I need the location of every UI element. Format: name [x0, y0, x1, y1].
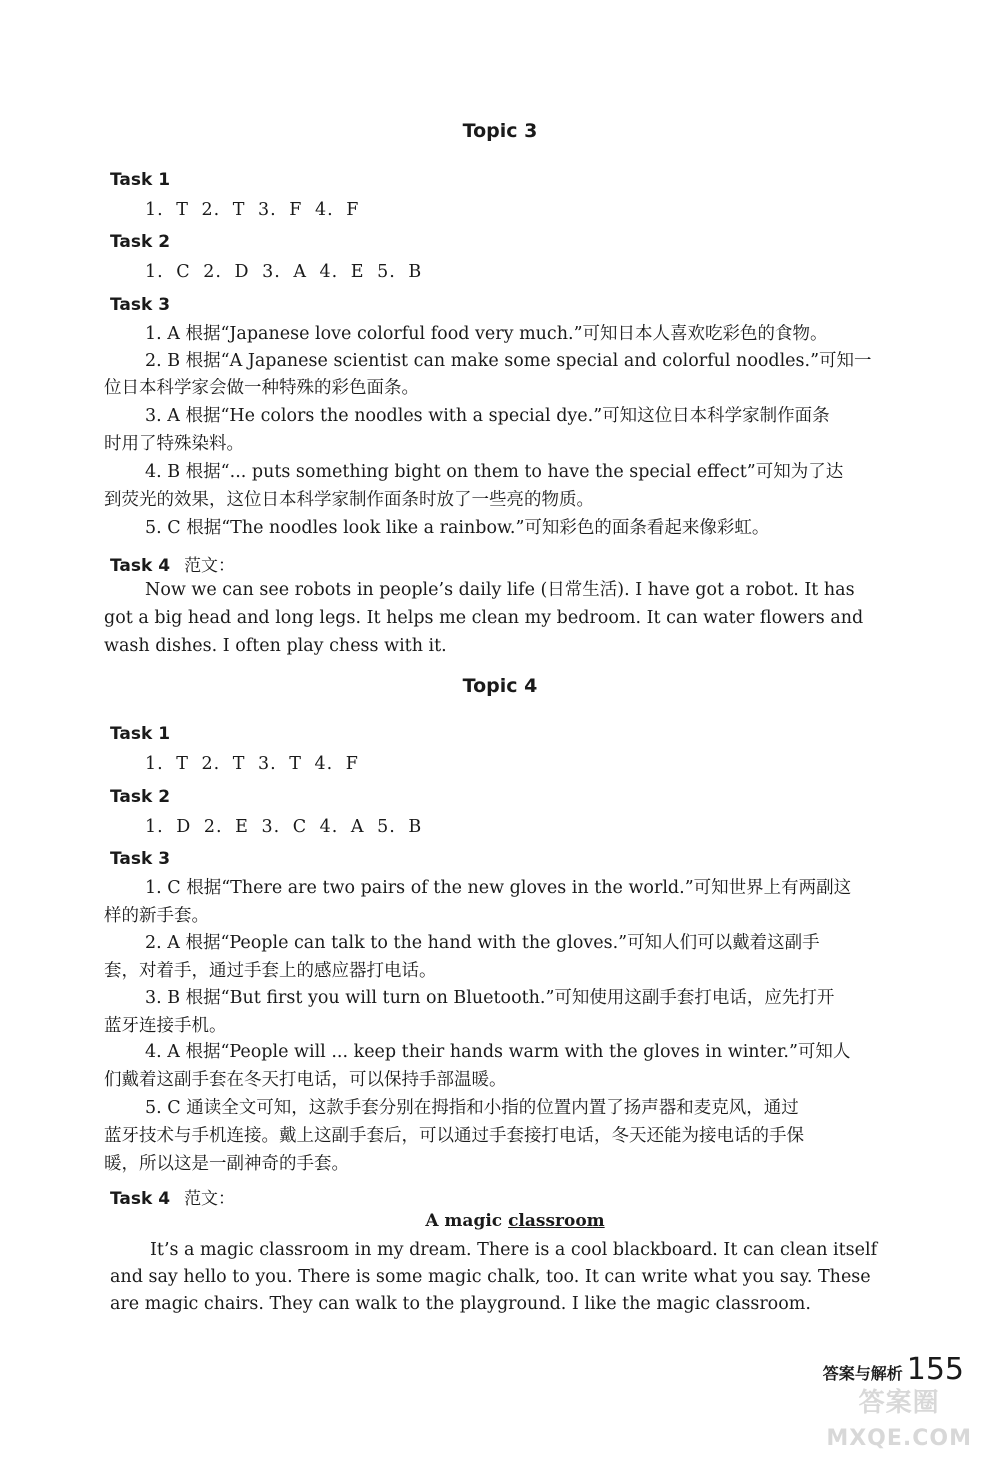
task-label-text: Task 4 [110, 1189, 171, 1209]
topic-3-task-3-line: 4. B 根据“... puts something bight on them to have the special effect”可知为了达 [145, 462, 844, 482]
page-footer [823, 1352, 964, 1387]
topic-3-task-4-label [110, 551, 235, 576]
topic-4-task-3-line: 蓝牙技术与手机连接。戴上这副手套后，可以通过手套接打电话，冬天还能为接电话的手保 [104, 1126, 804, 1146]
topic-4-task-3-line: 蓝牙连接手机。 [104, 1016, 227, 1036]
watermark [826, 1385, 972, 1457]
topic-3-essay-line: Now we can see robots in people’s daily life (日常生活). I have got a robot. It has [145, 580, 855, 600]
topic-3-task-3-line: 5. C 根据“The noodles look like a rainbow.”可知彩色的面条看起来像彩虹。 [145, 518, 770, 538]
topic-4-task-3-line: 3. B 根据“But first you will turn on Bluetooth.”可知使用这副手套打电话，应先打开 [145, 988, 835, 1008]
topic-4-task-2-label: Task 2 [110, 787, 171, 807]
watermark-line: MXQE.COM [826, 1426, 972, 1451]
topic-4-heading: Topic 4 [462, 675, 538, 697]
topic-3-task-1-label: Task 1 [110, 170, 171, 190]
footer-label: 答案与解析 [822, 1364, 903, 1383]
topic-4-essay-line: It’s a magic classroom in my dream. There is a cool blackboard. It can clean itself [150, 1240, 878, 1260]
topic-3-essay-line: got a big head and long legs. It helps me clean my bedroom. It can water flowers and [104, 608, 864, 628]
topic-3-task-3-label: Task 3 [110, 295, 171, 315]
topic-3-task-3-line: 到荧光的效果，这位日本科学家制作面条时放了一些亮的物质。 [104, 490, 594, 510]
topic-4-task-3-line: 套，对着手，通过手套上的感应器打电话。 [104, 961, 437, 981]
topic-4-task-3-line: 暖，所以这是一副神奇的手套。 [104, 1154, 349, 1174]
topic-4-task-4-label [110, 1184, 235, 1209]
topic-3-task-3-line: 位日本科学家会做一种特殊的彩色面条。 [104, 378, 419, 398]
topic-4-task-3-line: 5. C 通读全文可知，这款手套分别在拇指和小指的位置内置了扬声器和麦克风，通过 [145, 1098, 799, 1118]
essay-title-part: A magic [425, 1211, 509, 1231]
topic-3-task-3-line: 时用了特殊染料。 [104, 434, 244, 454]
topic-3-task-2-label: Task 2 [110, 232, 171, 252]
topic-4-task-3-label: Task 3 [110, 849, 171, 869]
model-essay-note: 范文： [184, 1189, 236, 1209]
topic-3-task-3-line: 1. A 根据“Japanese love colorful food very much.”可知日本人喜欢吃彩色的食物。 [145, 324, 828, 344]
topic-4-task-3-line: 1. C 根据“There are two pairs of the new gloves in the world.”可知世界上有两副这 [145, 878, 852, 898]
task-label-text: Task 4 [110, 556, 171, 576]
page-number: 155 [906, 1352, 964, 1387]
topic-4-task-3-line: 4. A 根据“People will ... keep their hands warm with the gloves in winter.”可知人 [145, 1042, 851, 1062]
topic-3-task-2-answers: 1. C 2. D 3. A 4. E 5. B [145, 262, 423, 282]
topic-3-task-3-line: 3. A 根据“He colors the noodles with a special dye.”可知这位日本科学家制作面条 [145, 406, 830, 426]
topic-3-task-3-line: 2. B 根据“A Japanese scientist can make some special and colorful noodles.”可知一 [145, 351, 872, 371]
topic-4-task-3-line: 2. A 根据“People can talk to the hand with the gloves.”可知人们可以戴着这副手 [145, 933, 820, 953]
essay-title-part: classroom [508, 1211, 605, 1231]
topic-4-task-3-line: 样的新手套。 [104, 906, 209, 926]
essay-title [0, 1211, 1000, 1231]
model-essay-note: 范文： [184, 556, 236, 576]
topic-4-task-3-line: 们戴着这副手套在冬天打电话，可以保持手部温暖。 [104, 1070, 507, 1090]
topic-3-heading: Topic 3 [462, 120, 538, 142]
topic-3-task-1-answers: 1. T 2. T 3. F 4. F [145, 200, 360, 220]
watermark-line: 答案圈 [858, 1388, 940, 1418]
topic-4-task-1-label: Task 1 [110, 724, 171, 744]
topic-4-task-1-answers: 1. T 2. T 3. T 4. F [145, 754, 359, 774]
topic-4-essay-line: are magic chairs. They can walk to the playground. I like the magic classroom. [110, 1294, 811, 1314]
topic-4-task-2-answers: 1. D 2. E 3. C 4. A 5. B [145, 817, 423, 837]
topic-4-essay-line: and say hello to you. There is some magic chalk, too. It can write what you say. These [110, 1267, 871, 1287]
topic-3-essay-line: wash dishes. I often play chess with it. [104, 636, 447, 656]
